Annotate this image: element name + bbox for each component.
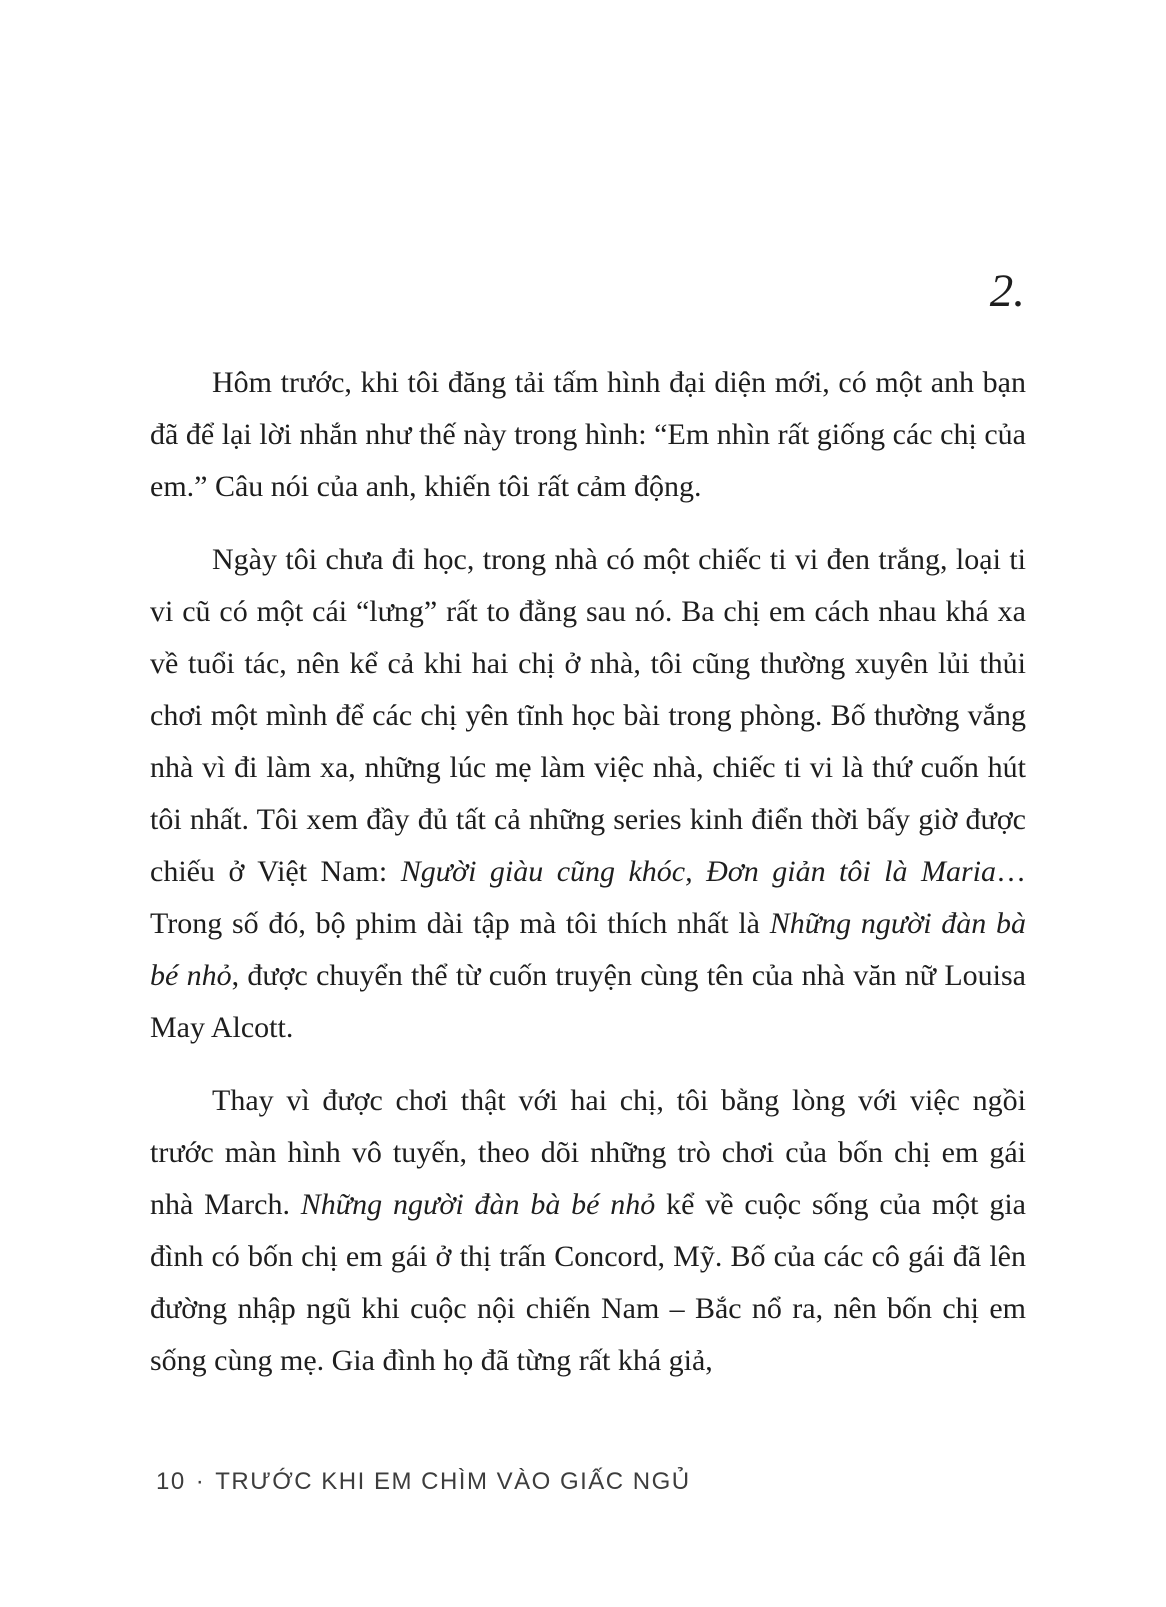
page-number: 10 — [156, 1468, 186, 1495]
paragraph — [150, 534, 1026, 1054]
chapter-number: 2. — [989, 265, 1025, 317]
book-title: TRƯỚC KHI EM CHÌM VÀO GIẤC NGỦ — [215, 1468, 691, 1495]
text-run: Hôm trước, khi tôi đăng tải tấm hình đại diện mới, có một anh bạn đã để lại lời nhắn như thế này trong hình: “Em nhìn rất giống các chị của em.” Câu nói của anh, khiến tôi rất cảm động. — [150, 366, 1026, 503]
text-run: Thay vì được chơi thật với hai chị, tôi bằng lòng với việc ngồi trước màn hình vô tuyến, theo dõi những trò chơi của bốn chị em gái nhà March. — [150, 1084, 1026, 1221]
text-run: , được chuyển thể từ cuốn truyện cùng tên của nhà văn nữ Louisa May Alcott. — [150, 959, 1026, 1044]
text-run: kể về cuộc sống của một gia đình có bốn chị em gái ở thị trấn Concord, Mỹ. Bố của các cô gái đã lên đường nhập ngũ khi cuộc nội chiến Nam – Bắc nổ ra, nên bốn chị em sống cùng mẹ. Gia đình họ đã từng rất khá giả, — [150, 1188, 1026, 1377]
paragraph — [150, 357, 1026, 513]
footer-separator: · — [195, 1468, 206, 1495]
italic-run: Những người đàn bà bé nhỏ — [300, 1188, 656, 1221]
text-run: Ngày tôi chưa đi học, trong nhà có một chiếc ti vi đen trắng, loại ti vi cũ có một cái “lưng” rất to đằng sau nó. Ba chị em cách nhau khá xa về tuổi tác, nên kể cả khi hai chị ở nhà, tôi cũng thường xuyên lủi thủi chơi một mình để các chị yên tĩnh học bài trong phòng. Bố thường vắng nhà vì đi làm xa, những lúc mẹ làm việc nhà, chiếc ti vi là thứ cuốn hút tôi nhất. Tôi xem đầy đủ tất cả những series kinh điển thời bấy giờ được chiếu ở Việt Nam: — [150, 543, 1026, 888]
paragraph — [150, 1075, 1026, 1387]
italic-run: Người giàu cũng khóc, Đơn giản tôi là Maria — [400, 855, 996, 888]
italic-run: Những người đàn bà bé nhỏ — [150, 907, 1026, 992]
text-run: … Trong số đó, bộ phim dài tập mà tôi thích nhất là — [150, 855, 1026, 940]
body-text — [150, 357, 1026, 1408]
page-footer — [156, 1468, 691, 1496]
